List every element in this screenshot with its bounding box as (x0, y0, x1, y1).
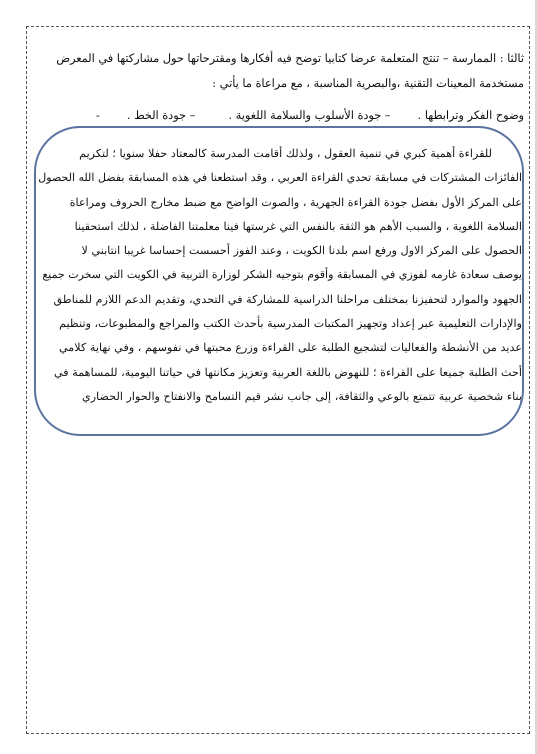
criterion-item: – جودة الخط . (126, 109, 196, 122)
criterion-item: - (95, 109, 100, 122)
criterion-item: – جودة الأسلوب والسلامة اللغوية . (228, 109, 391, 122)
criteria-list (32, 107, 524, 125)
instruction-line: ثالثا : الممارسة – تنتج المتعلمة عرضا كتابيا توضح فيه أفكارها ومقترحاتها حول مشاركتها في المعرض (56, 52, 524, 65)
essay-line: يوصف سعادة غارمه لفوزي في المسابقة وأقوم بتوجيه الشكر لوزارة التربية في الكويت التي سخرت جميع (42, 268, 522, 282)
essay-line: للقراءة أهمية كبري في تنمية العقول ، ولذلك أقامت المدرسة كالمعتاد حفلا سنويا ؛ لتكريم (79, 147, 492, 160)
essay-line: الحصول على المركز الاول ورفع اسم بلدنا الكويت ، وعند الفوز أحسست إحساسا غريبا انتابني لا (81, 244, 522, 258)
essay-line: والإدارات التعليمية عبر إعداد وتجهيز المكتبات المدرسية بأحدث الكتب والمراجع والمطبوعات، وتنظيم (59, 317, 522, 331)
essay-line: أحث الطلبة جميعا على القراءة ؛ للنهوض باللغة العربية وتعزيز مكانتها في حياتنا اليومية، للمساهمة في (53, 365, 522, 379)
essay-line: عديد من الأنشطة والفعاليات لتشجيع الطلبة على القراءة وزرع محبتها في نفوسهم ، وفي نهاية كلامي (58, 341, 522, 355)
task-instructions (32, 46, 524, 96)
essay-line: على المركز الأول بفضل جودة القراءة الجهرية ، والصوت الواضح مع ضبط مخارج الحروف ومراعاة (69, 195, 522, 209)
essay-line: الجهود والموارد لتحفيزنا بمختلف مراحلنا الدراسية للمشاركة في التحدي، وتقديم الدعم اللازم للمناطق (53, 292, 522, 306)
instruction-line: مستخدمة المعينات التقنية ،والبصرية المناسبة ، مع مراعاة ما يأتي : (212, 77, 524, 90)
essay-line: بناء شخصية عربية تتمتع بالوعي والثقافة، إلى جانب نشر قيم التسامح والانفتاح والحوار الحضاري (81, 389, 522, 403)
essay-text (38, 142, 522, 409)
essay-line: الفائزات المشتركات في مسابقة تحدي القراءة العربي ، وقد استطعنا في هذه المسابقة بفضل الله الحصول (38, 171, 522, 185)
essay-line: السلامة اللغوية ، والسبب الأهم هو الثقة بالنفس التي غرستها فينا معلمتنا الفاضلة ، لذلك استحقينا (74, 219, 522, 233)
criterion-item: وضوح الفكر وترابطها . (417, 109, 524, 122)
